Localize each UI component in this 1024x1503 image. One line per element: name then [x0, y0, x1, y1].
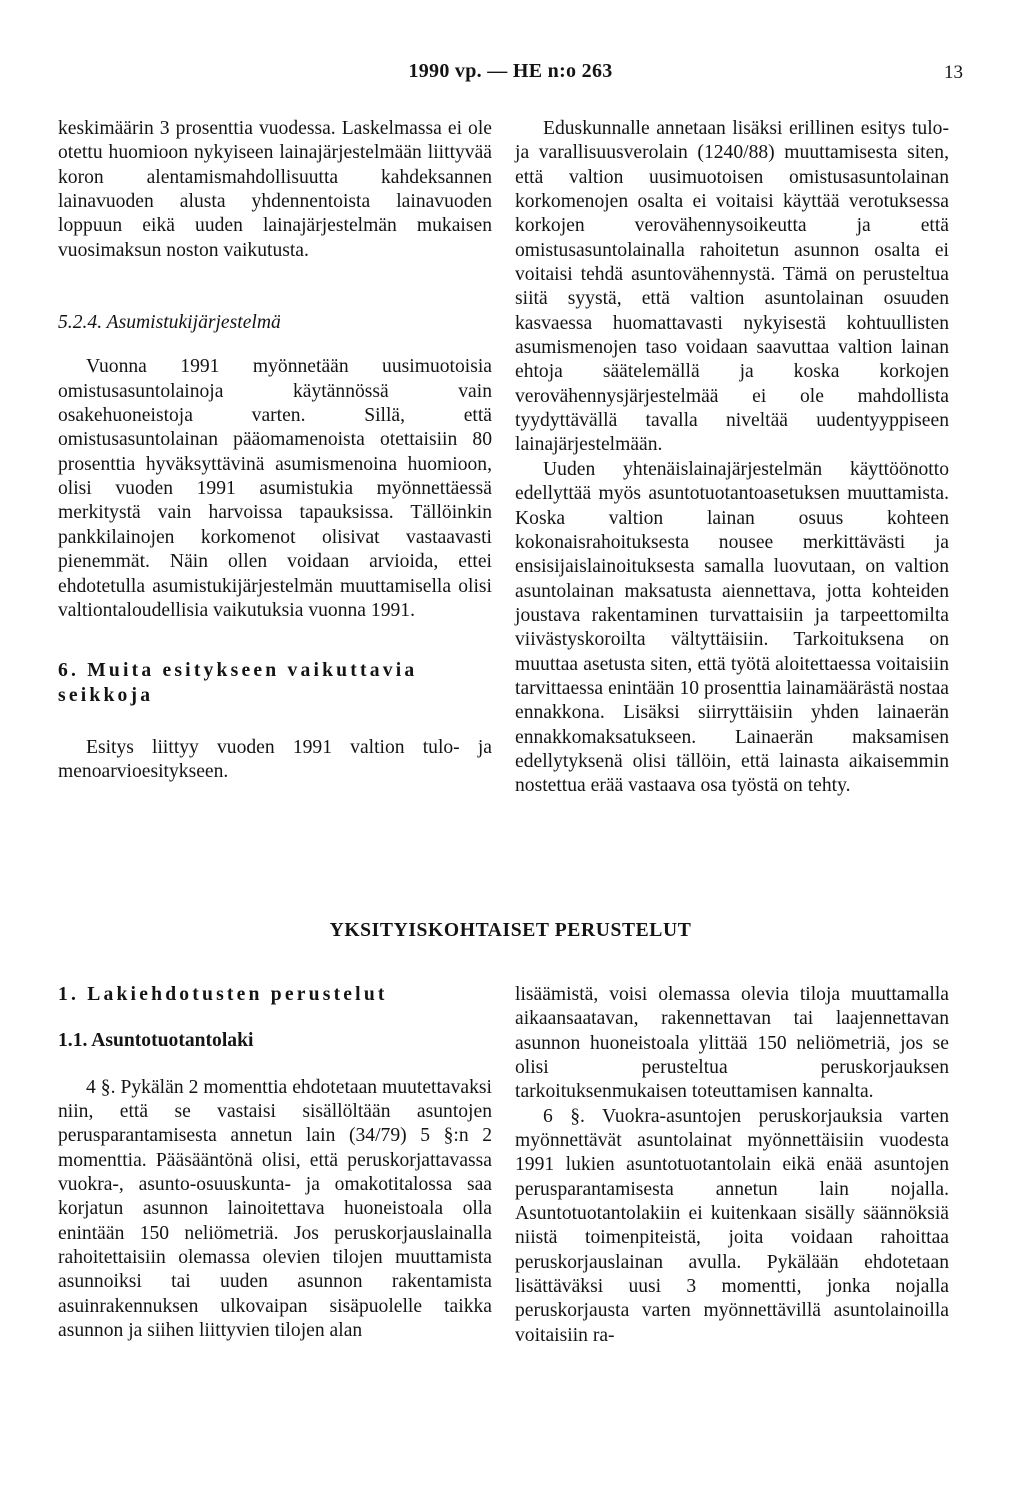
heading-asuntotuotantolaki: 1.1. Asuntotuotantolaki [58, 1030, 254, 1052]
paragraph: keskimäärin 3 prosenttia vuodessa. Laskelmassa ei ole otettu huomioon nykyiseen lainajärjestelmään liittyvää koron alentamismahdollisuutta kahdeksannen lainavuoden alusta yhdennentoista lainavuoden loppuun eikä uuden lainajärjestelmän mukaisen vuosimaksun noston vaikutusta. [58, 118, 492, 261]
right-column-top [515, 117, 949, 799]
left-column-bottom [58, 983, 492, 1343]
document-title: 1990 vp. — HE n:o 263 [408, 60, 613, 82]
subheading-asumistuki: 5.2.4. Asumistukijärjestelmä [58, 312, 281, 334]
paragraph: Vuonna 1991 myönnetään uusimuotoisia omistusasuntolainoja käytännössä vain osakehuoneistoja varten. Sillä, että omistusasuntolainan pääomamenoista otettaisiin 80 prosenttia hyväksyttävinä asumismenoina huomioon, olisi vuoden 1991 asumistukia myönnettäessä merkitystä vain harvoissa tapauksissa. Tällöinkin pankkilainojen korkomenot olisivat vastaavasti pienemmät. Näin ollen voidaan arvioida, ettei ehdotetulla asumistukijärjestelmän muuttamisella olisi valtiontaloudellisia vaikutuksia vuonna 1991. [58, 356, 492, 621]
paragraph: Uuden yhtenäislainajärjestelmän käyttöönotto edellyttää myös asuntotuotantoasetuksen muuttamista. Koska valtion lainan osuus kohteen kokonaisrahoituksesta nousee merkittävästi ja ensisijaislainoituksesta samalla luovutaan, on valtion asuntolainan maksatusta aiennettava, jotta kohteiden joustava rakentaminen turvattaisiin ja tarpeettomilta viivästyskoroilta vältyttäisiin. Tarkoituksena on muuttaa asetusta siten, että työtä aloitettaessa voitaisiin tarvittaessa enintään 10 prosenttia lainamäärästä nostaa ennakkona. Lisäksi siirryttäisiin yhden lainaerän ennakkomaksatukseen. Lainaerän maksamisen edellytyksenä olisi tällöin, että lainasta aikaisemmin nostettua erää vastaava osa työstä on tehty. [515, 458, 949, 797]
paragraph: lisäämistä, voisi olemassa olevia tiloja muuttamalla aikaansaatavan, rakennettavan tai laajennettavan asunnon huoneistoala ylittää 150 neliömetriä, jos se olisi perusteltua peruskorjauksen tarkoituksenmukaisen toteuttamisen kannalta. [515, 984, 949, 1103]
left-column-top [58, 117, 492, 785]
paragraph: Esitys liittyy vuoden 1991 valtion tulo- ja menoarvioesitykseen. [58, 736, 492, 783]
right-column-bottom [515, 983, 949, 1348]
paragraph: Eduskunnalle annetaan lisäksi erillinen esitys tulo- ja varallisuusverolain (1240/88) muuttamisesta siten, että valtion uusimuotoisen omistusasuntolainan korkomenojen osalta ei voitaisi käyttää verotuksessa korkojen verovähennysoikeutta ja että omistusasuntolainalla rahoitetun asunnon osalta ei voitaisi tehdä asuntovähennystä. Tämä on perusteltua siitä syystä, että valtion asuntolainan osuuden kasvaessa huomattavasti nykyisestä kohtuullisten asumismenojen taso voidaan saavuttaa valtion lainan ehtoja säätelemällä ja koska korkojen verovähennysjärjestelmää ei ole mahdollista tyydyttävällä tavalla niveltää uudentyyppiseen lainajärjestelmään. [515, 118, 949, 456]
paragraph: 4 §. Pykälän 2 momenttia ehdotetaan muutettavaksi niin, että se vastaisi sisällöltään asuntojen perusparantamisesta annetun lain (34/79) 5 §:n 2 momenttia. Pääsääntönä olisi, että peruskorjattavassa vuokra-, asunto-osuuskunta- ja omakotitalossa saa korjatun asunnon lainoitettava huoneistoala olla enintään 150 neliömetriä. Jos peruskorjauslainalla rahoitettaisiin olemassa olevien tilojen muuttamista asunnoiksi tai uuden asunnon rakentamista asuinrakennuksen ulkovaipan sisäpuolelle taikka asunnon ja siihen liittyvien tilojen alan [58, 1076, 492, 1342]
heading-lakiehdotusten-perustelut: 1. Lakiehdotusten perustelut [58, 984, 388, 1005]
page-header [58, 60, 963, 90]
heading-section-6: 6. Muita esitykseen vaikuttavia seikkoja [58, 660, 418, 706]
paragraph: 6 §. Vuokra-asuntojen peruskorjauksia varten myönnettävät asuntolainat myönnettäisiin vuodesta 1991 lukien asuntotuotantolain eikä enää asuntojen perusparantamisesta annetun lain nojalla. Asuntotuotantolakiin ei kuitenkaan sisälly säännöksiä niistä toimenpiteistä, joita voidaan rahoittaa peruskorjauslainan avulla. Pykälään ehdotetaan lisättäväksi uusi 3 momentti, jonka nojalla peruskorjausta varten myönnettävillä asuntolainoilla voitaisiin ra- [515, 1105, 949, 1346]
section-heading-yksityiskohtaiset: YKSITYISKOHTAISET PERUSTELUT [329, 920, 692, 941]
page-number: 13 [944, 62, 963, 83]
